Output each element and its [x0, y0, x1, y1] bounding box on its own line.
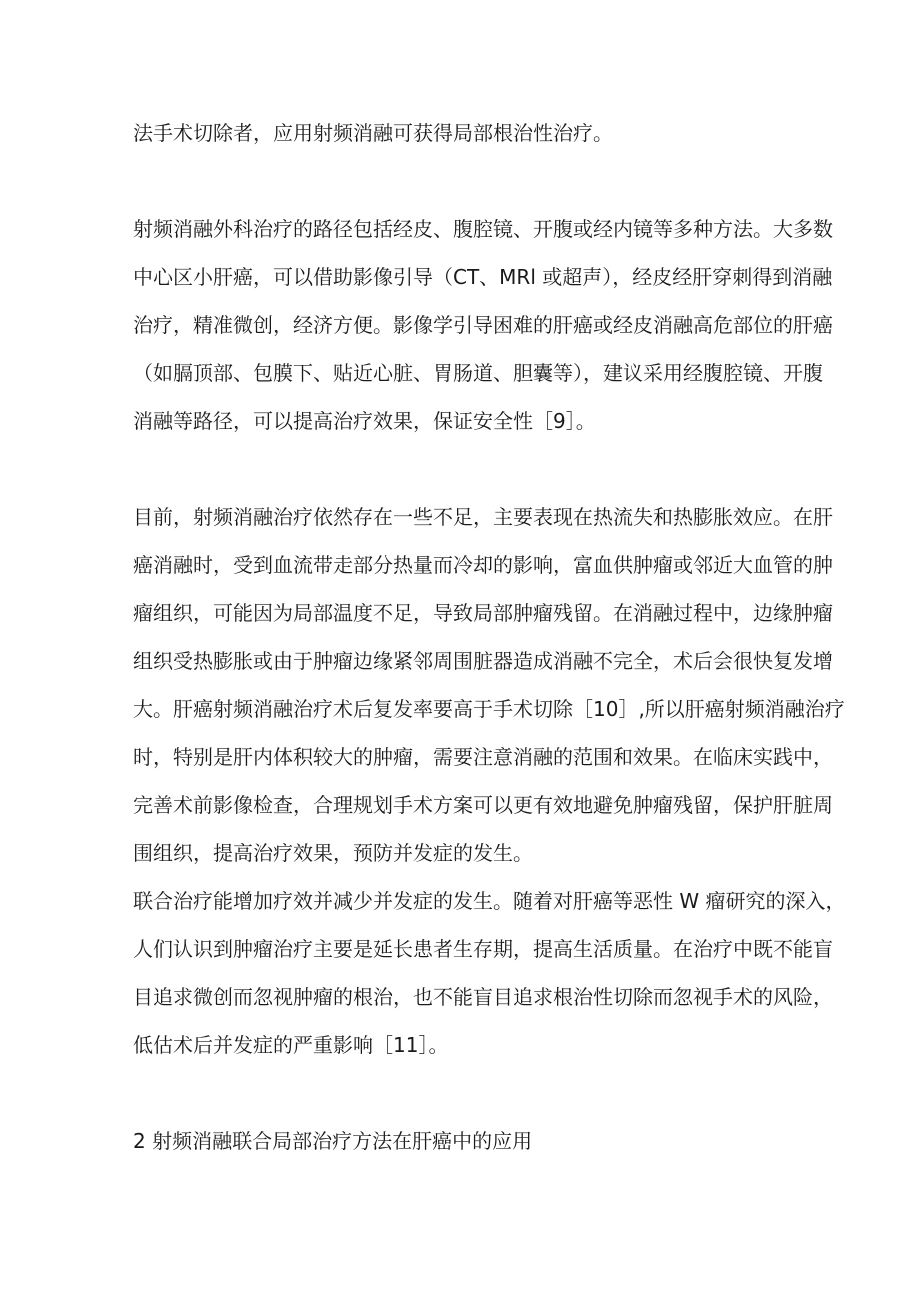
- text-line: 癌消融时，受到血流带走部分热量而冷却的影响，富血供肿瘤或邻近大血管的肿: [133, 553, 833, 577]
- text-line: 目追求微创而忽视肿瘤的根治，也不能盲目追求根治性切除而忽视手术的风险，: [133, 985, 833, 1009]
- text-line: 消融等路径，可以提高治疗效果，保证安全性［9］。: [133, 409, 596, 433]
- text-line: 人们认识到肿瘤治疗主要是延长患者生存期，提高生活质量。在治疗中既不能盲: [133, 937, 833, 961]
- text-line: 大。肝癌射频消融治疗术后复发率要高于手术切除［10］,所以肝癌射频消融治疗: [133, 697, 845, 721]
- paragraph-1: [133, 109, 813, 157]
- text-line: 低估术后并发症的严重影响［11］。: [133, 1033, 449, 1057]
- text-line: 联合治疗能增加疗效并减少并发症的发生。随着对肝癌等恶性 W 瘤研究的深入，: [133, 889, 846, 913]
- text-line: 中心区小肝癌，可以借助影像引导（CT、MRl 或超声），经皮经肝穿刺得到消融: [133, 265, 833, 289]
- text-line: （如膈顶部、包膜下、贴近心脏、胃肠道、胆囊等），建议采用经腹腔镜、开腹: [133, 361, 823, 385]
- text-line: 组织受热膨胀或由于肿瘤边缘紧邻周围脏器造成消融不完全，术后会很快复发增: [133, 649, 833, 673]
- text-line: 射频消融外科治疗的路径包括经皮、腹腔镜、开腹或经内镜等多种方法。大多数: [133, 217, 833, 241]
- text-line: 围组织，提高治疗效果，预防并发症的发生。: [133, 841, 533, 865]
- paragraph-3: [133, 493, 846, 1069]
- text-line: 时，特别是肝内体积较大的肿瘤，需要注意消融的范围和效果。在临床实践中，: [133, 745, 833, 769]
- paragraph-2: [133, 205, 833, 445]
- text-line: 治疗，精准微创，经济方便。影像学引导困难的肝癌或经皮消融高危部位的肝癌: [133, 313, 833, 337]
- text-line: 目前，射频消融治疗依然存在一些不足，主要表现在热流失和热膨胀效应。在肝: [133, 505, 833, 529]
- text-line: 法手术切除者，应用射频消融可获得局部根治性治疗。: [133, 121, 613, 145]
- section-heading: 2 射频消融联合局部治疗方法在肝癌中的应用: [133, 1129, 533, 1153]
- text-line: 瘤组织，可能因为局部温度不足，导致局部肿瘤残留。在消融过程中，边缘肿瘤: [133, 601, 833, 625]
- text-line: 完善术前影像检查，合理规划手术方案可以更有效地避免肿瘤残留，保护肝脏周: [133, 793, 833, 817]
